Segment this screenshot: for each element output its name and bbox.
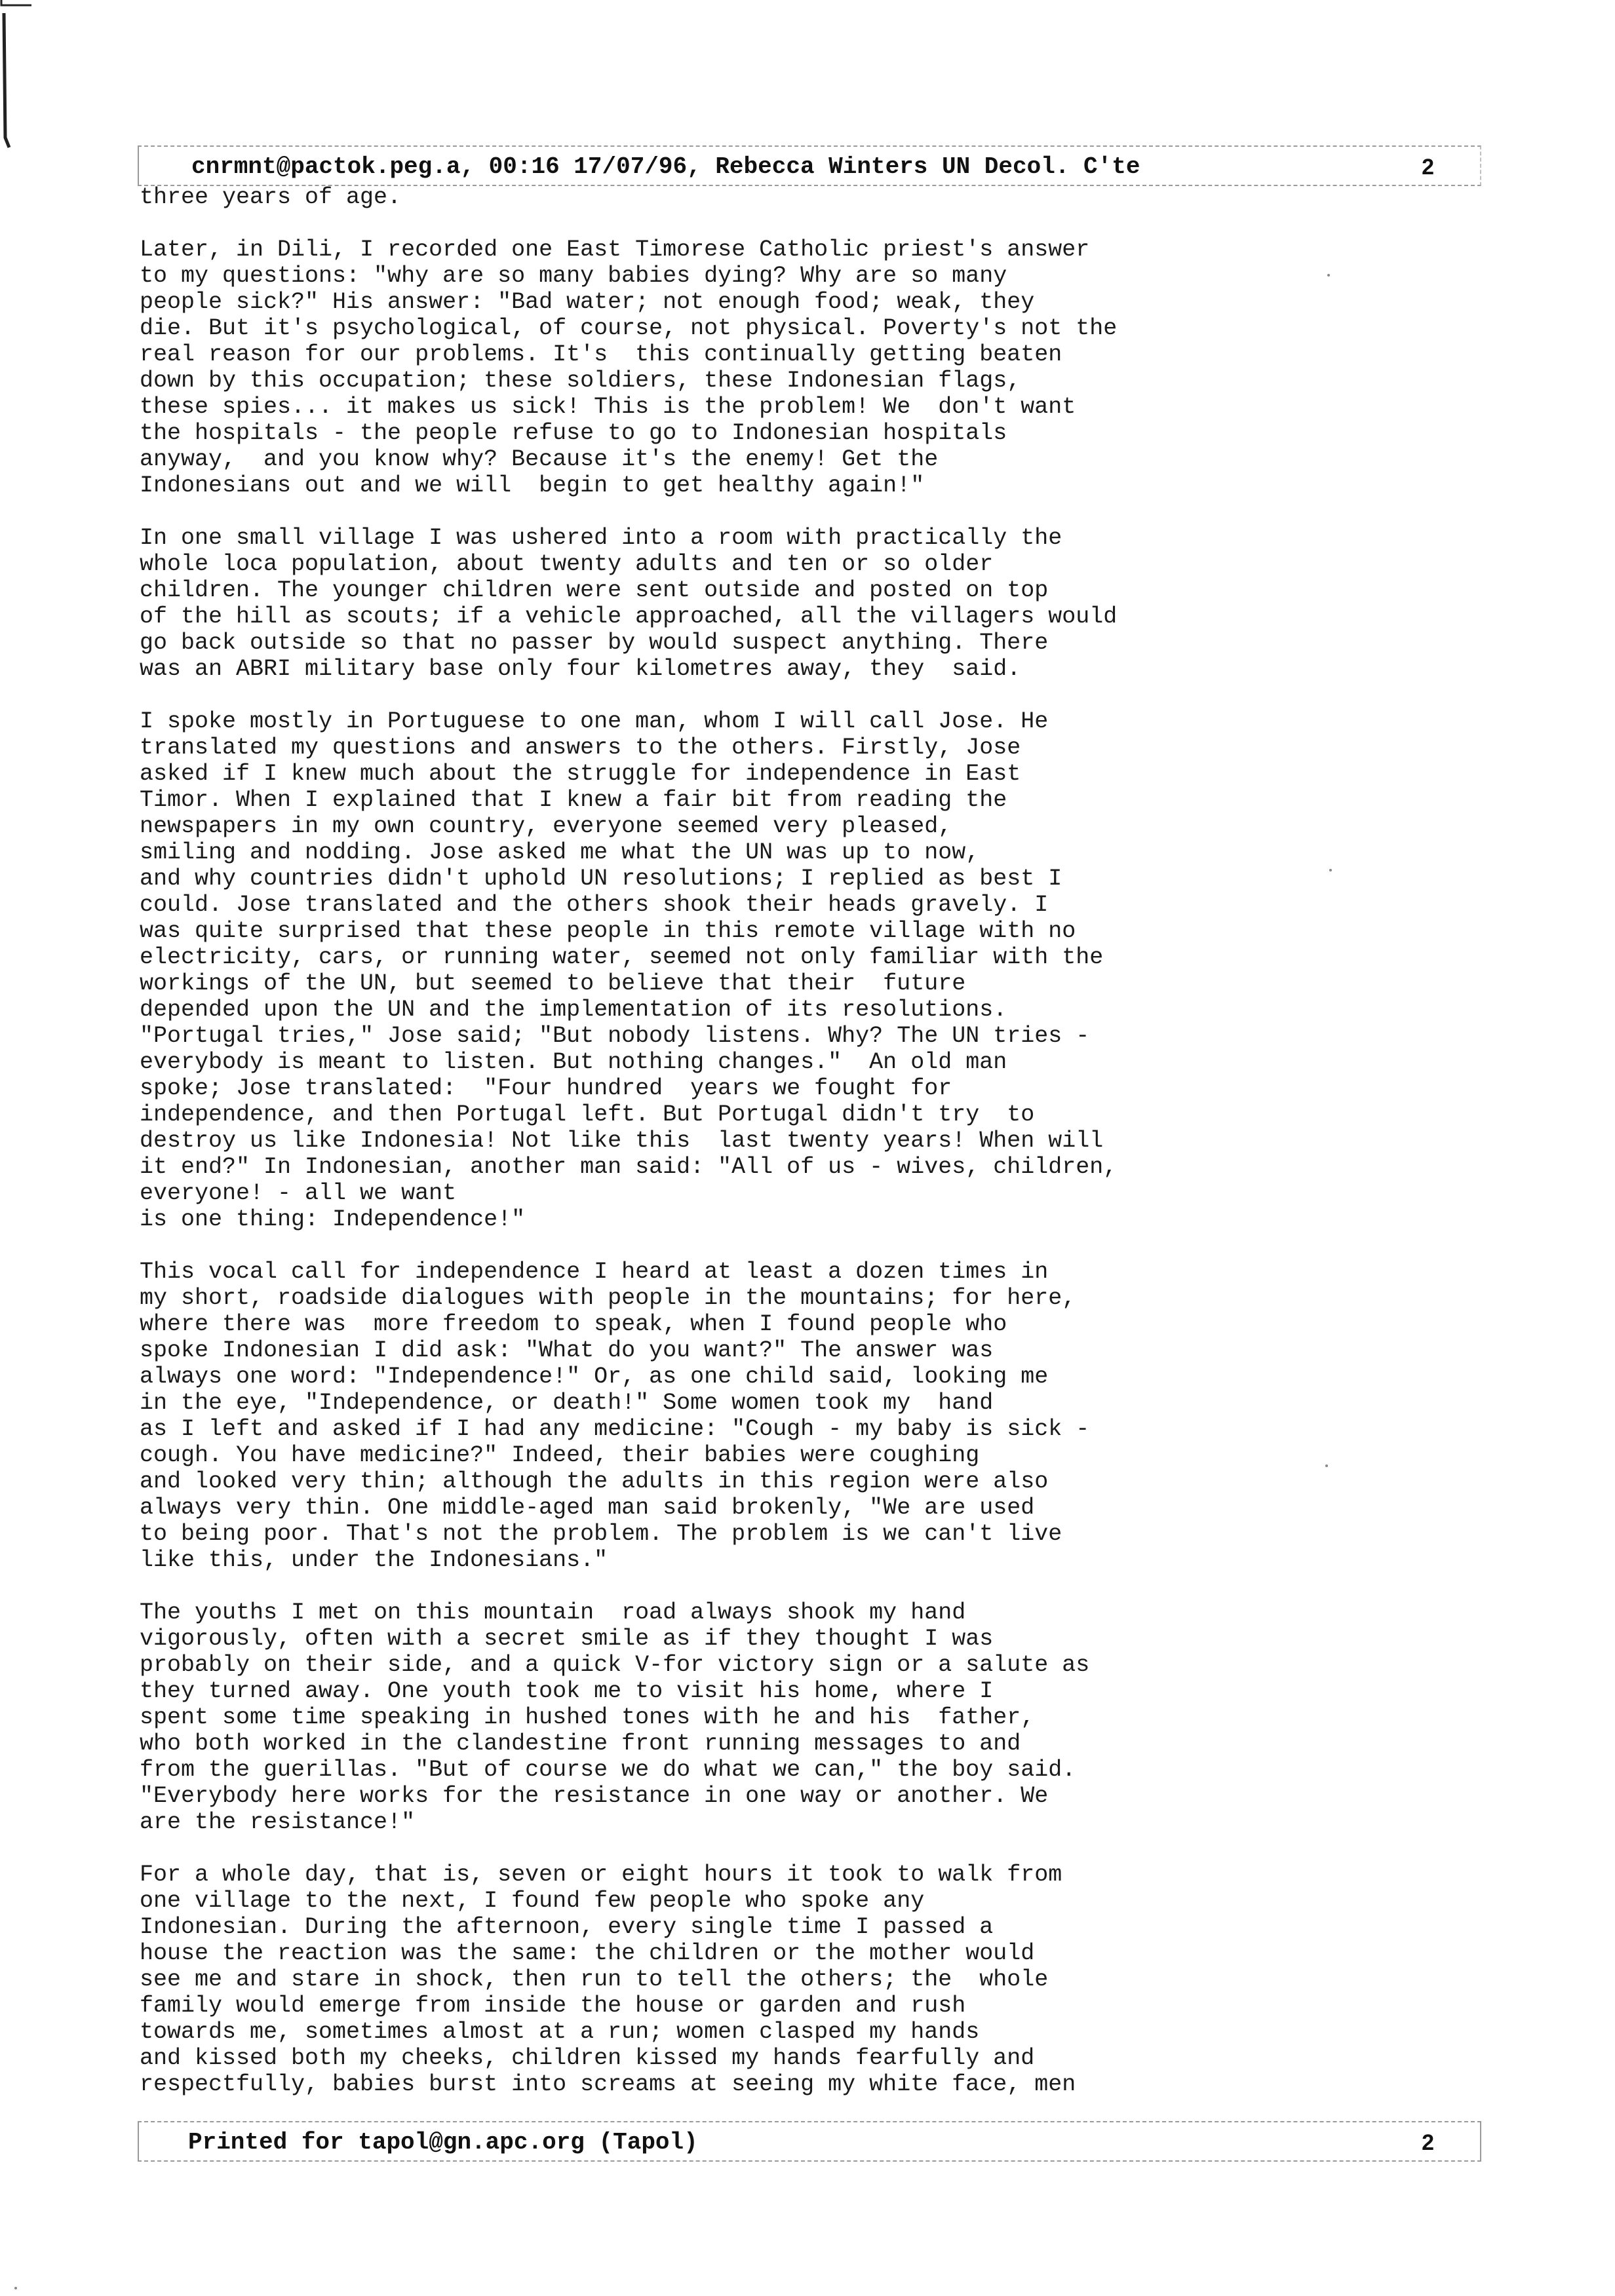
page-footer bbox=[138, 2121, 1481, 2162]
text-line: could. Jose translated and the others shook their heads gravely. I bbox=[140, 892, 1049, 918]
header-title: cnrmnt@pactok.peg.a, 00:16 17/07/96, Rebecca Winters UN Decol. C'te bbox=[191, 153, 1140, 180]
scan-speck bbox=[1327, 274, 1330, 277]
text-line: smiling and nodding. Jose asked me what the UN was up to now, bbox=[140, 839, 980, 866]
paragraph bbox=[140, 1862, 1450, 2097]
text-line: who both worked in the clandestine front running messages to and bbox=[140, 1731, 1021, 1757]
text-line: real reason for our problems. It's this continually getting beaten bbox=[140, 341, 1062, 368]
text-line: see me and stare in shock, then run to tell the others; the whole bbox=[140, 1966, 1049, 1993]
header-page-number: 2 bbox=[1422, 155, 1434, 180]
text-line: Indonesian. During the afternoon, every single time I passed a bbox=[140, 1914, 994, 1940]
scan-edge-mark bbox=[0, 0, 33, 151]
text-line: asked if I knew much about the struggle for independence in East bbox=[140, 761, 1021, 787]
text-line: always one word: "Independence!" Or, as one child said, looking me bbox=[140, 1364, 1049, 1390]
document-body bbox=[140, 184, 1450, 2124]
text-line: and why countries didn't uphold UN resolutions; I replied as best I bbox=[140, 866, 1062, 892]
paragraph bbox=[140, 237, 1450, 499]
text-line: Timor. When I explained that I knew a fair bit from reading the bbox=[140, 787, 1007, 813]
text-line: was an ABRI military base only four kilometres away, they said. bbox=[140, 656, 1021, 682]
text-line: one village to the next, I found few people who spoke any bbox=[140, 1888, 925, 1914]
text-line: "Everybody here works for the resistance in one way or another. We bbox=[140, 1783, 1049, 1809]
text-line: my short, roadside dialogues with people in the mountains; for here, bbox=[140, 1285, 1076, 1311]
footer-page-number: 2 bbox=[1422, 2130, 1434, 2155]
text-line: it end?" In Indonesian, another man said: "All of us - wives, children, bbox=[140, 1154, 1118, 1180]
scan-speck bbox=[1325, 1464, 1328, 1467]
text-line: everybody is meant to listen. But nothing changes." An old man bbox=[140, 1049, 1007, 1075]
text-line: three years of age. bbox=[140, 184, 402, 210]
paragraph bbox=[140, 708, 1450, 1233]
scan-speck bbox=[1329, 869, 1332, 871]
text-line: like this, under the Indonesians." bbox=[140, 1547, 608, 1573]
text-line: independence, and then Portugal left. But Portugal didn't try to bbox=[140, 1101, 1035, 1128]
text-line: from the guerillas. "But of course we do what we can," the boy said. bbox=[140, 1757, 1076, 1783]
text-line: in the eye, "Independence, or death!" Some women took my hand bbox=[140, 1390, 994, 1416]
text-line: workings of the UN, but seemed to believe that their future bbox=[140, 970, 966, 997]
text-line: of the hill as scouts; if a vehicle approached, all the villagers would bbox=[140, 603, 1118, 630]
text-line: are the resistance!" bbox=[140, 1809, 416, 1835]
text-line: depended upon the UN and the implementation of its resolutions. bbox=[140, 997, 1007, 1023]
text-line: to my questions: "why are so many babies dying? Why are so many bbox=[140, 263, 1007, 289]
scan-speck bbox=[14, 2287, 17, 2289]
text-line: whole loca population, about twenty adults and ten or so older bbox=[140, 551, 994, 577]
text-line: Later, in Dili, I recorded one East Timorese Catholic priest's answer bbox=[140, 237, 1090, 263]
text-line: the hospitals - the people refuse to go to Indonesian hospitals bbox=[140, 420, 1007, 446]
text-line: vigorously, often with a secret smile as if they thought I was bbox=[140, 1626, 994, 1652]
text-line: to being poor. That's not the problem. The problem is we can't live bbox=[140, 1521, 1062, 1547]
text-line: anyway, and you know why? Because it's the enemy! Get the bbox=[140, 446, 939, 472]
text-line: probably on their side, and a quick V-for victory sign or a salute as bbox=[140, 1652, 1090, 1678]
text-line: For a whole day, that is, seven or eight hours it took to walk from bbox=[140, 1862, 1062, 1888]
text-line: everyone! - all we want bbox=[140, 1180, 457, 1206]
text-line: as I left and asked if I had any medicine: "Cough - my baby is sick - bbox=[140, 1416, 1090, 1442]
text-line: was quite surprised that these people in this remote village with no bbox=[140, 918, 1076, 944]
text-line: house the reaction was the same: the children or the mother would bbox=[140, 1940, 1035, 1966]
text-line: "Portugal tries," Jose said; "But nobody listens. Why? The UN tries - bbox=[140, 1023, 1090, 1049]
text-line: newspapers in my own country, everyone seemed very pleased, bbox=[140, 813, 952, 839]
footer-printed-for: Printed for tapol@gn.apc.org (Tapol) bbox=[188, 2129, 698, 2156]
text-line: go back outside so that no passer by would suspect anything. There bbox=[140, 630, 1049, 656]
text-line: In one small village I was ushered into a room with practically the bbox=[140, 525, 1062, 551]
text-line: destroy us like Indonesia! Not like this last twenty years! When will bbox=[140, 1128, 1104, 1154]
paragraph bbox=[140, 525, 1450, 682]
text-line: die. But it's psychological, of course, not physical. Poverty's not the bbox=[140, 315, 1118, 341]
text-line: people sick?" His answer: "Bad water; not enough food; weak, they bbox=[140, 289, 1035, 315]
text-line: they turned away. One youth took me to visit his home, where I bbox=[140, 1678, 994, 1704]
text-line: translated my questions and answers to the others. Firstly, Jose bbox=[140, 735, 1021, 761]
text-line: down by this occupation; these soldiers, these Indonesian flags, bbox=[140, 368, 1021, 394]
text-line: family would emerge from inside the house or garden and rush bbox=[140, 1993, 966, 2019]
text-line: The youths I met on this mountain road always shook my hand bbox=[140, 1599, 966, 1626]
text-line: and kissed both my cheeks, children kissed my hands fearfully and bbox=[140, 2045, 1035, 2071]
text-line: towards me, sometimes almost at a run; women clasped my hands bbox=[140, 2019, 980, 2045]
text-line: This vocal call for independence I heard at least a dozen times in bbox=[140, 1259, 1049, 1285]
text-line: these spies... it makes us sick! This is the problem! We don't want bbox=[140, 394, 1076, 420]
text-line: is one thing: Independence!" bbox=[140, 1206, 526, 1233]
paragraph bbox=[140, 1599, 1450, 1835]
page-header bbox=[138, 145, 1481, 186]
text-line: Indonesians out and we will begin to get healthy again!" bbox=[140, 472, 925, 499]
text-line: I spoke mostly in Portuguese to one man, whom I will call Jose. He bbox=[140, 708, 1049, 735]
text-line: where there was more freedom to speak, when I found people who bbox=[140, 1311, 1007, 1337]
text-line: respectfully, babies burst into screams at seeing my white face, men bbox=[140, 2071, 1076, 2097]
text-line: cough. You have medicine?" Indeed, their babies were coughing bbox=[140, 1442, 980, 1468]
text-line: and looked very thin; although the adults in this region were also bbox=[140, 1468, 1049, 1495]
paragraph bbox=[140, 184, 1450, 210]
text-line: spent some time speaking in hushed tones with he and his father, bbox=[140, 1704, 1035, 1731]
paragraph bbox=[140, 1259, 1450, 1573]
text-line: electricity, cars, or running water, seemed not only familiar with the bbox=[140, 944, 1104, 970]
text-line: always very thin. One middle-aged man said brokenly, "We are used bbox=[140, 1495, 1035, 1521]
text-line: spoke Indonesian I did ask: "What do you want?" The answer was bbox=[140, 1337, 994, 1364]
text-line: spoke; Jose translated: "Four hundred years we fought for bbox=[140, 1075, 952, 1101]
text-line: children. The younger children were sent outside and posted on top bbox=[140, 577, 1049, 603]
